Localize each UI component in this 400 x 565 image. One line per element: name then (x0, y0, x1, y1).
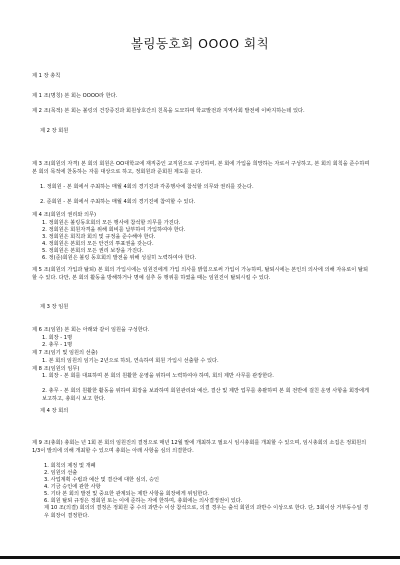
article-9-item-4: 4. 기금 승인에 관한 사항 (44, 484, 101, 490)
article-9-item-1: 1. 회칙의 제정 및 개폐 (44, 463, 96, 469)
page-bottom-rule (0, 556, 400, 559)
chapter-1-heading: 제 1 장 총칙 (32, 73, 61, 79)
article-4-item-4: 4. 정회원은 본회의 모든 안건의 투표권을 갖는다. (42, 241, 154, 247)
article-8-item-2: 2. 총무 - 본 회의 원활한 활동을 위하여 회장을 보좌하며 회원관리와 예산, 결산 및 제반 업무를 총괄하며 본 회 전반에 걸친 운영 사항을 회장에게 보고하고, 총회시 보고 한다. (42, 388, 370, 402)
article-3: 제 3 조(회원의 자격) 본 회의 회원은 OO대학교에 재직중인 교직원으로 구성하며, 본 회에 가입을 희망하는 자로서 구성하고, 본 회의 회칙을 준수하며 본 회의 목적에 찬동하는 자를 대상으로 하고, 정회원과 준회원 제도를 둔다. (32, 161, 370, 175)
chapter-3-heading: 제 3 장 임원 (40, 304, 69, 310)
article-4: 제 4 조(회원의 권리와 의무) (32, 212, 97, 218)
document-title: 볼링동호회 OOOO 회칙 (130, 36, 270, 51)
article-9: 제 9 조(총회) 총회는 년 1회 본 회의 임원진의 결정으로 매년 12월 말에 개최하고 필요시 임시총회를 개최할 수 있으며, 임시총회의 소집은 정회원의 1/3이 발의에 의해 개최할 수 있으며 총회는 아래 사항을 심의 의결한다. (32, 440, 367, 454)
article-8: 제 8 조(임원의 임무) (32, 366, 80, 372)
chapter-4-heading: 제 4 장 회의 (40, 408, 69, 414)
article-9-item-2: 2. 임원의 선출 (44, 470, 78, 476)
article-4-item-1: 1. 정회원은 볼링동호회의 모든 행사에 참석할 의무를 가진다. (42, 220, 181, 226)
article-2: 제 2 조(목적) 본 회는 볼링의 건강증진과 회원상호간의 친목을 도모하며 학교발전과 지역사회 발전에 이바지하는데 있다. (32, 108, 305, 114)
article-3-item-1: 1. 정회원 - 본 회에서 주최하는 매월 4회의 경기진과 각종행사에 참석할 의무와 권리를 갖는다. (40, 184, 254, 190)
article-7: 제 7 조(임기 및 임원의 선출) (32, 350, 98, 356)
chapter-2-heading: 제 2 장 회원 (40, 128, 69, 134)
article-3-item-2: 2. 준회원 - 본 회에서 주최하는 매월 4회의 경기진에 참여할 수 있다. (40, 199, 196, 205)
article-1: 제 1 조(명칭) 본 회는 OOOO라 한다. (32, 93, 118, 99)
article-7-item-1: 1. 본 회의 임원의 임기는 2년으로 하되, 연속하여 회원 가입시 선출할 수 있다. (42, 358, 219, 364)
article-9-item-6: 6. 회원 탈퇴 규정은 정회원 또는 이에 준하는 자에 한하며, 총회에는 의사결정권이 있다. (44, 498, 243, 504)
article-5: 제 5 조(회원의 가입과 탈퇴) 본 회의 가입시에는 임원진에게 가입 의사를 밝힘으로써 가입이 가능하며, 탈퇴시에는 본인의 의사에 의해 자유로이 탈퇴할 수 있다. 다만, 본 회의 활동을 방해하거나 명예 실추 등 행위를 하였을 때는 임원진이 탈퇴시킬 수 있다. (32, 267, 368, 281)
article-6-item-2: 2. 총무 - 1명 (42, 342, 73, 348)
article-10: 제 10 조(의결) 회의의 결정은 정회원 중 수의 과반수 이상 참석으로, 의결 경우는 출석 회원의 과반수 이상으로 한다. 단, 3회이상 거부동수일 경우 회장이 결정한다. (44, 505, 369, 519)
article-9-item-3: 3. 사업계획 수립과 예산 및 결산에 대한 심의, 승인 (44, 477, 160, 483)
article-8-item-1: 1. 회장 - 본 회를 대표하며 본 회의 원활한 운영을 위하여 노력하여야 하며, 회의 제반 사무를 관장한다. (42, 373, 274, 379)
article-4-item-5: 5. 정회원은 본회의 모든 권리 보장을 가진다. (42, 248, 144, 254)
article-9-item-5: 5. 기타 본 회의 발전 및 중요한 관계되는 제반 사항을 회장에게 위임한다. (44, 491, 210, 497)
article-4-item-3: 3. 정회원은 회칙과 회의 및 규정을 준수해야 한다. (42, 234, 156, 240)
article-6-item-1: 1. 회장 - 1명 (42, 335, 73, 341)
article-4-item-2: 2. 정회원은 회원자격을 위해 회비를 납부하여 가입하여야 한다. (42, 227, 186, 233)
article-6: 제 6 조(임원) 본 회는 아래와 같이 임원을 구성한다. (32, 327, 150, 333)
article-4-item-6: 6. 정(준)회원은 볼링 동호회의 발전을 위해 성실히 노력하여야 한다. (42, 255, 197, 261)
